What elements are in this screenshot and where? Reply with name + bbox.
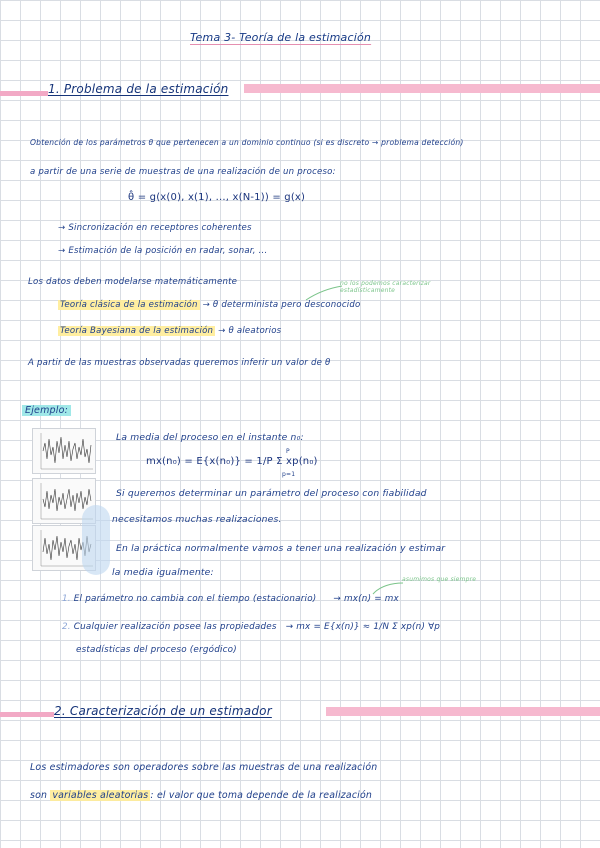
- note-assume-always: asumimos que siempre: [402, 576, 477, 583]
- section1-line-1: Obtención de los parámetros θ que pertenecen a un dominio continuo (si es discreto → problema detección): [30, 138, 464, 147]
- section1-line-2: a partir de una serie de muestras de una realización de un proceso:: [30, 167, 336, 177]
- application-radar: → Estimación de la posición en radar, sonar, ...: [58, 246, 268, 256]
- condition-item-2-result: → mx = E{x(n)} ≈ 1/N Σ xp(n) ∀p: [285, 622, 441, 632]
- approach-bayesian: [58, 326, 281, 336]
- section1-band-right: [244, 84, 600, 93]
- realization-figure-1: [32, 428, 96, 474]
- section2-line-2: [30, 790, 372, 801]
- example-mean-line: La media del proceso en el instante n₀:: [116, 432, 304, 443]
- condition-item-1-num: 1.: [62, 594, 71, 604]
- note-not-characterizable: no los podemos caracterizar estadísticamente: [340, 280, 431, 294]
- inference-line: A partir de las muestras observadas queremos inferir un valor de θ: [28, 358, 331, 368]
- example-label: Ejemplo:: [22, 405, 71, 416]
- approach-bayesian-result: → θ aleatorios: [218, 326, 282, 336]
- section2-band-right: [326, 707, 600, 716]
- condition-item-2-cont: estadísticas del proceso (ergódico): [76, 645, 237, 655]
- random-variables-highlight: variables aleatorias: [52, 790, 149, 801]
- sum-upper-limit: P: [286, 448, 290, 455]
- approach-classical: [58, 300, 360, 310]
- section1-heading: 1. Problema de la estimación: [48, 82, 229, 96]
- approach-bayesian-name: Teoría Bayesiana de la estimación: [60, 326, 214, 336]
- condition-item-2-num: 2.: [62, 622, 71, 632]
- approach-classical-result: → θ determinista pero desconocido: [202, 300, 361, 310]
- section2-line-2-prefix: son: [30, 790, 51, 801]
- application-sync: → Sincronización en receptores coherentes: [58, 223, 252, 233]
- models-heading: Los datos deben modelarse matemáticamente: [28, 277, 238, 287]
- example-para2-line1: En la práctica normalmente vamos a tener una realización y estimar: [116, 543, 446, 554]
- realization-plot-1: [33, 429, 95, 473]
- mean-formula: mx(n₀) = E{x(n₀)} = 1/P Σ xp(n₀): [146, 456, 318, 467]
- sum-lower-limit: p=1: [282, 471, 296, 478]
- condition-item-1-result: → mx(n) = mx: [333, 594, 399, 604]
- example-para1-line2: necesitamos muchas realizaciones.: [112, 514, 282, 525]
- condition-item-2: [62, 622, 440, 632]
- section2-line-2-suffix: : el valor que toma depende de la realización: [150, 790, 373, 801]
- section2-line-1: Los estimadores son operadores sobre las muestras de una realización: [30, 762, 378, 773]
- estimator-formula: θ̂ = g(x(0), x(1), ..., x(N-1)) = g(x): [128, 192, 306, 203]
- section2-heading: 2. Caracterización de un estimador: [54, 704, 272, 718]
- condition-item-1: [62, 594, 399, 604]
- approach-classical-name: Teoría clásica de la estimación: [60, 300, 198, 310]
- page-title: Tema 3- Teoría de la estimación: [190, 31, 372, 44]
- example-para1-line1: Si queremos determinar un parámetro del proceso con fiabilidad: [116, 488, 427, 499]
- blue-smudge: [82, 505, 110, 575]
- section1-band-left: [0, 91, 48, 96]
- condition-item-1-text: El parámetro no cambia con el tiempo (estacionario): [73, 594, 317, 604]
- section2-band-left: [0, 712, 54, 717]
- condition-item-2-text: Cualquier realización posee las propiedades: [73, 622, 277, 632]
- example-para2-line2: la media igualmente:: [112, 567, 214, 578]
